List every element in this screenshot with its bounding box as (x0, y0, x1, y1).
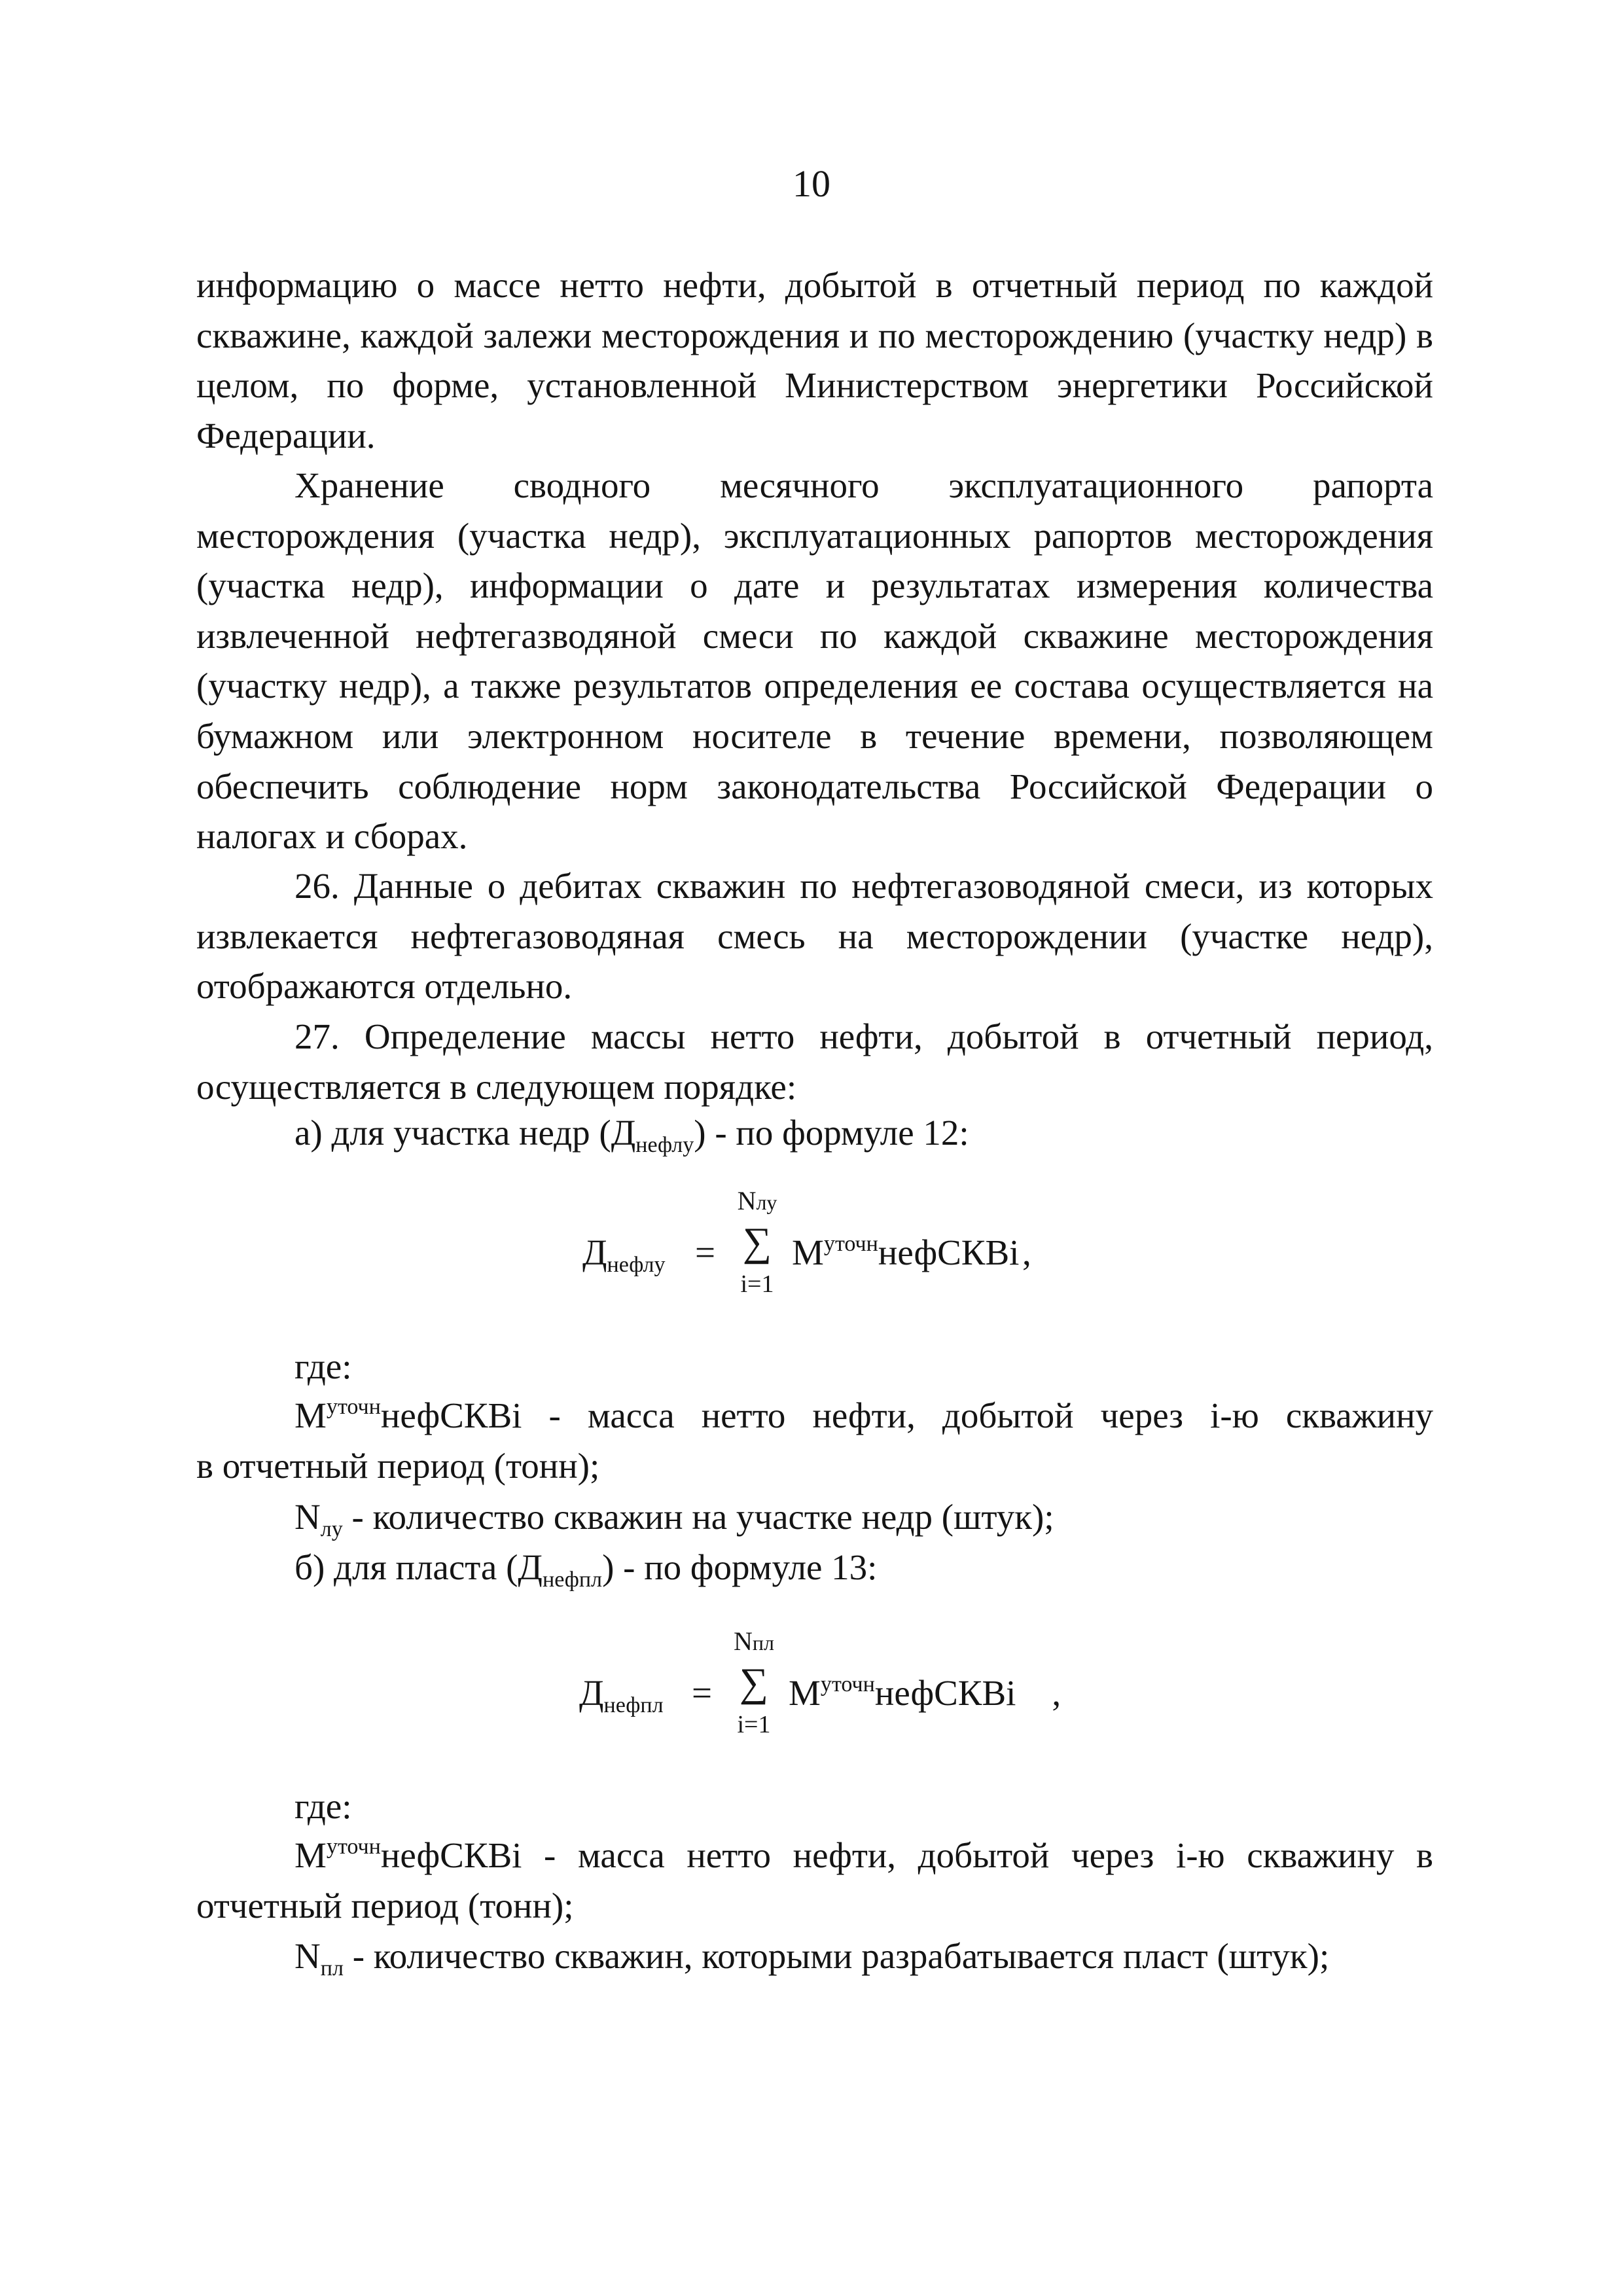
item-b-line (294, 1543, 1433, 1598)
item-a-prefix: а) для участка недр ( (294, 1113, 611, 1153)
item-a-symbol: Д (611, 1113, 636, 1153)
item-b-symbol: Д (518, 1547, 543, 1587)
item-b-subscript: нефпл (542, 1567, 603, 1592)
formula-13-summation (724, 1628, 783, 1746)
formula-13-equals: = (692, 1673, 713, 1713)
where-2-def1-second-line: отчетный период (тонн); (196, 1886, 574, 1926)
where-2-def1-first-line: $M^{уточн}нефСКВi$ - масса нетто нефти, добытой через i-ю скважину в (294, 1834, 1434, 1875)
item-a-suffix: ) - по формуле 12: (694, 1113, 969, 1153)
sigma-icon: ∑ (742, 1220, 772, 1265)
page-number: 10 (793, 162, 830, 205)
formula-12-term: $M^{уточн}нефСКВi$ , (792, 1231, 1031, 1272)
formula-13-upper-limit: Nпл (734, 1626, 774, 1656)
formula-13-lower-limit: i=1 (737, 1711, 771, 1738)
where-1-def1-first-line: $M^{уточн}нефСКВi$ - масса нетто нефти, добытой через i-ю скважину (294, 1394, 1434, 1435)
item-b-suffix: ) - по формуле 13: (602, 1547, 878, 1587)
item-a-line (294, 1108, 1433, 1164)
formula-12-lhs: Днефлу (582, 1232, 666, 1277)
sigma-icon: ∑ (739, 1660, 769, 1705)
where-1-def1-second-line: в отчетный период (тонн); (196, 1446, 600, 1486)
formula-13-lhs: Днефпл (579, 1673, 664, 1717)
item-b-prefix: б) для пласта ( (294, 1547, 518, 1587)
paragraph-26: 26. Данные о дебитах скважин по нефтегазоводяной смеси, из которых извлекается нефтегазоводяная смесь на месторождении (участке недр), отображаются отдельно. (196, 866, 1433, 1007)
paragraph-continuation: информацию о массе нетто нефти, добытой в отчетный период по каждой скважине, каждой залежи месторождения и по месторождению (участку недр) в целом, по форме, установленной Министерством энергетики Российской Федерации. (196, 265, 1433, 456)
formula-13-term: $M^{уточн}нефСКВi$ , (789, 1672, 1061, 1713)
formula-12-equals: = (695, 1232, 716, 1272)
formula-12-upper-limit: Nлу (737, 1186, 777, 1215)
formula-12 (582, 1188, 1080, 1306)
item-a-subscript: нефлу (635, 1132, 694, 1157)
where-1-label: где: (294, 1346, 352, 1386)
paragraph-storage: Хранение сводного месячного эксплуатационного рапорта месторождения (участка недр), эксплуатационных рапортов месторождения (участка недр), информации о дате и результатах измерения количества извлеченной нефтегазводяной смеси по каждой скважине месторождения (участку недр), а также результатов определения ее состава осуществляется на бумажном или электронном носителе в течение времени, позволяющем обеспечить соблюдение норм законодательства Российской Федерации о налогах и сборах. (196, 465, 1433, 857)
formula-13 (579, 1628, 1077, 1746)
formula-12-lower-limit: i=1 (740, 1270, 774, 1298)
where-2-label: где: (294, 1786, 352, 1826)
formula-12-summation (728, 1188, 787, 1306)
where-1-def2: Nлу - количество скважин на участке недр (штук); (294, 1497, 1054, 1541)
where-2-def2: Nпл - количество скважин, которыми разрабатывается пласт (штук); (294, 1936, 1330, 1981)
paragraph-27: 27. Определение массы нетто нефти, добытой в отчетный период, осуществляется в следующем порядке: (196, 1016, 1433, 1107)
